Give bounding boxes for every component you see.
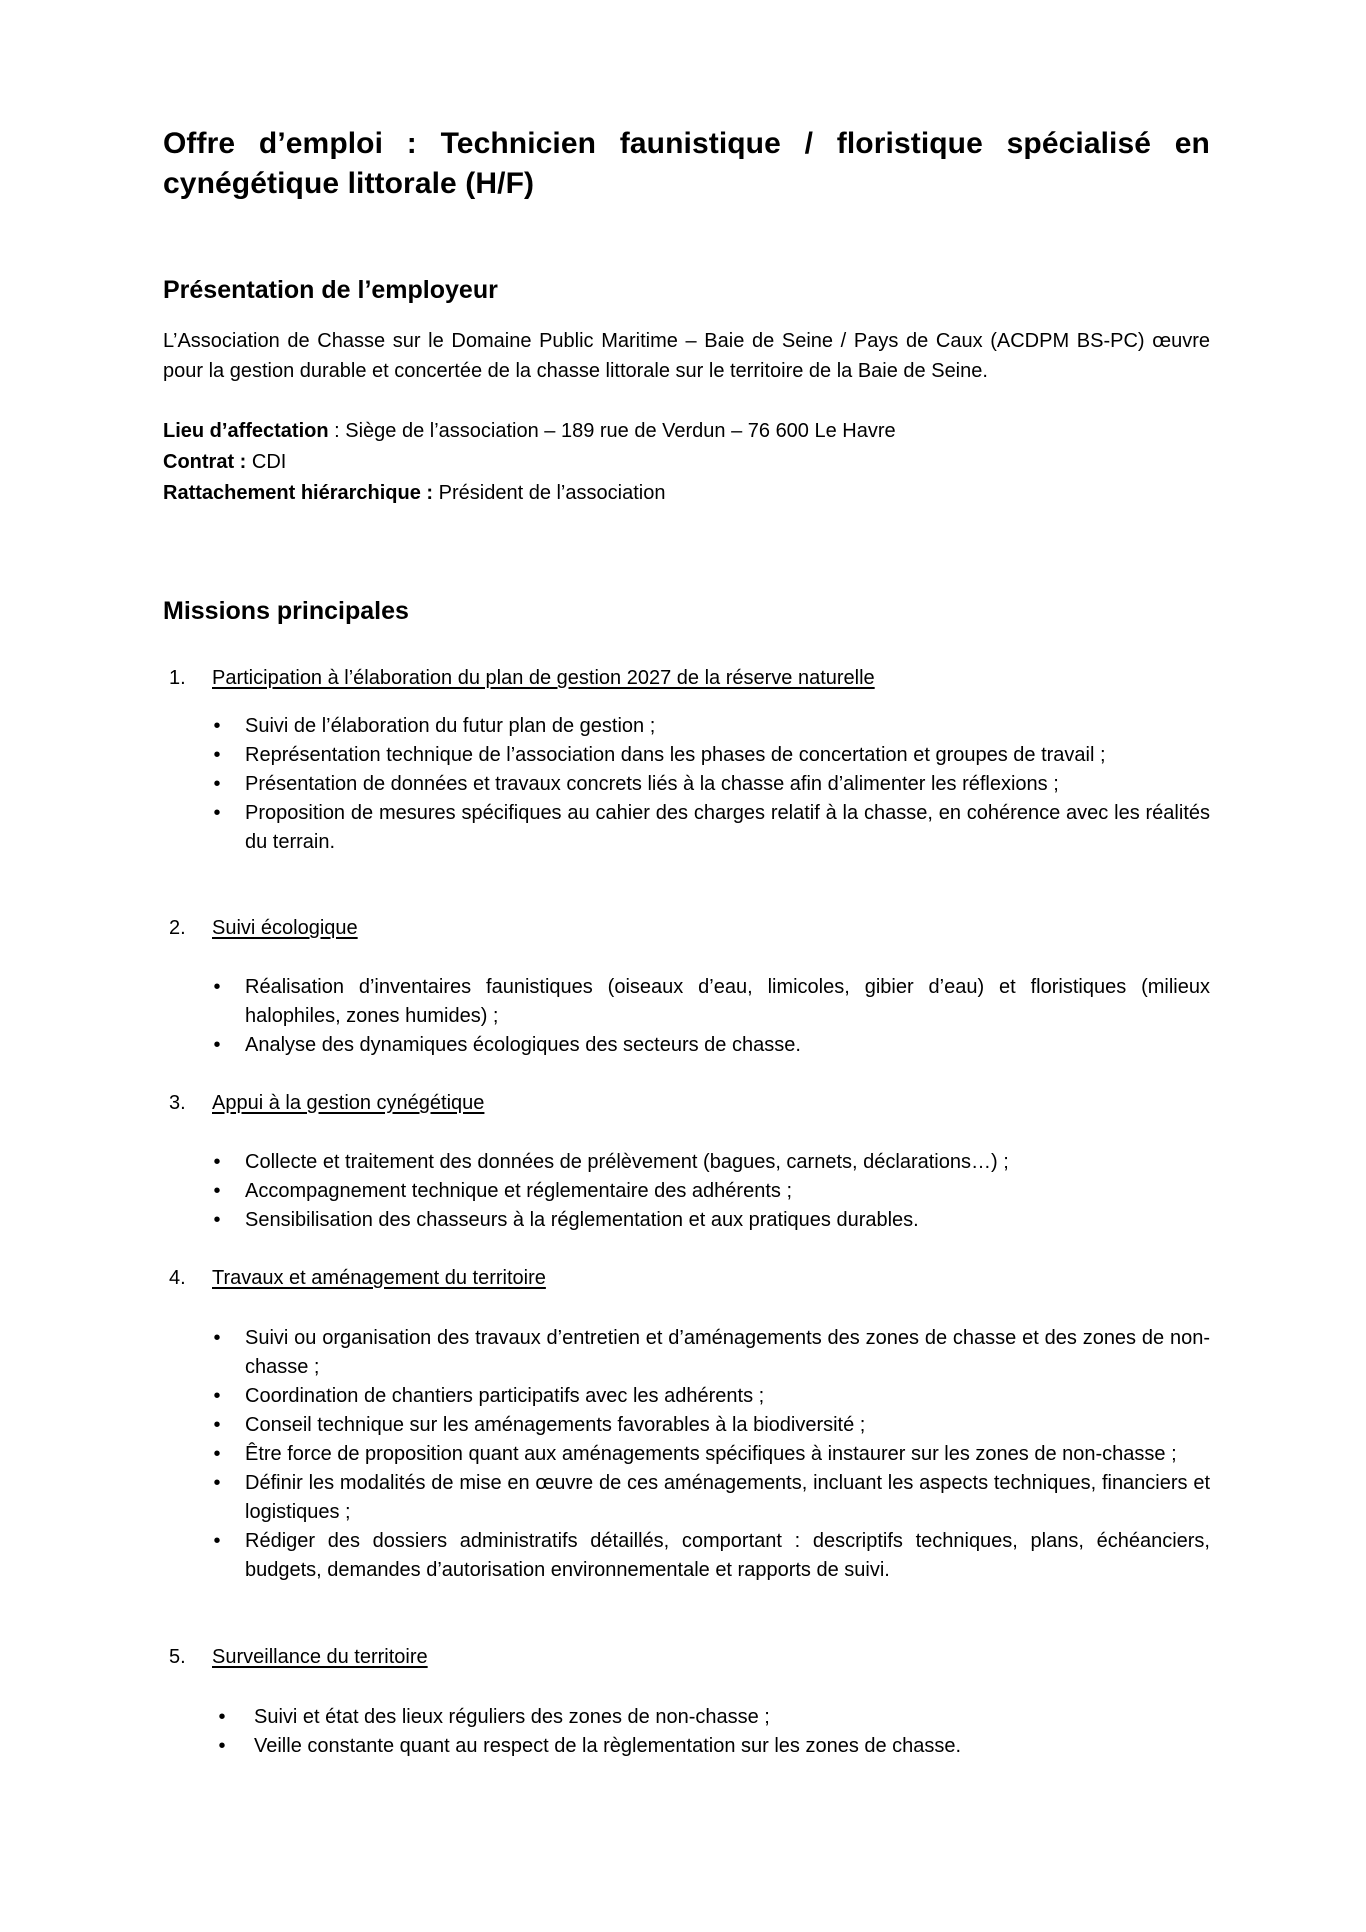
list-item — [163, 1469, 1210, 1527]
mission-4-label: Travaux et aménagement du territoire — [212, 1267, 546, 1289]
bullet-icon: • — [213, 1385, 221, 1407]
list-item-text: Être force de proposition quant aux aménagements spécifiques à instaurer sur les zones de non-chasse ; — [245, 1443, 1177, 1465]
mission-5-title — [169, 1643, 428, 1671]
list-item-text: Collecte et traitement des données de prélèvement (bagues, carnets, déclarations…) ; — [245, 1151, 1009, 1173]
list-item-text: Rédiger des dossiers administratifs détaillés, comportant : descriptifs techniques, plans, échéanciers, budgets, demandes d’autorisation environnementale et rapports de suivi. — [245, 1530, 1210, 1581]
mission-4-list — [163, 1324, 1210, 1585]
list-item-text: Réalisation d’inventaires faunistiques (oiseaux d’eau, limicoles, gibier d’eau) et floristiques (milieux halophiles, zones humides) ; — [245, 976, 1210, 1027]
bullet-icon: • — [213, 744, 221, 766]
list-item-text: Suivi de l’élaboration du futur plan de gestion ; — [245, 715, 656, 737]
list-item — [163, 1177, 1210, 1206]
employer-description: L’Association de Chasse sur le Domaine Public Maritime – Baie de Seine / Pays de Caux (ACDPM BS-PC) œuvre pour la gestion durable et concertée de la chasse littorale sur le territoire de la Baie de Seine. — [163, 330, 1210, 382]
list-item-text: Représentation technique de l’association dans les phases de concertation et groupes de travail ; — [245, 744, 1106, 766]
mission-3-title — [169, 1089, 484, 1117]
list-item-text: Conseil technique sur les aménagements favorables à la biodiversité ; — [245, 1414, 866, 1436]
detail-location-label: Lieu d’affectation — [163, 420, 329, 442]
mission-2-number: 2. — [169, 917, 186, 939]
bullet-icon: • — [213, 773, 221, 795]
detail-contract — [163, 447, 286, 477]
list-item-text: Analyse des dynamiques écologiques des secteurs de chasse. — [245, 1034, 801, 1056]
list-item — [163, 1703, 1210, 1732]
list-item-text: Accompagnement technique et réglementaire des adhérents ; — [245, 1180, 793, 1202]
bullet-icon: • — [218, 1735, 226, 1757]
bullet-icon: • — [213, 715, 221, 737]
list-item — [163, 1382, 1210, 1411]
detail-reporting-line — [163, 478, 665, 508]
mission-3-label: Appui à la gestion cynégétique — [212, 1092, 485, 1114]
list-item-text: Suivi ou organisation des travaux d’entretien et d’aménagements des zones de chasse et des zones de non-chasse ; — [245, 1327, 1210, 1378]
list-item — [163, 1206, 1210, 1235]
list-item-text: Coordination de chantiers participatifs avec les adhérents ; — [245, 1385, 765, 1407]
mission-5-list — [163, 1703, 1210, 1761]
list-item — [163, 1148, 1210, 1177]
employer-section-heading: Présentation de l’employeur — [163, 276, 498, 304]
missions-section-heading: Missions principales — [163, 597, 409, 625]
bullet-icon: • — [213, 1530, 221, 1552]
mission-4-title — [169, 1264, 546, 1292]
bullet-icon: • — [213, 802, 221, 824]
mission-1-label: Participation à l’élaboration du plan de gestion 2027 de la réserve naturelle — [212, 667, 875, 689]
detail-location — [163, 416, 896, 446]
list-item — [163, 1732, 1210, 1761]
list-item-text: Sensibilisation des chasseurs à la réglementation et aux pratiques durables. — [245, 1209, 919, 1231]
mission-5-number: 5. — [169, 1646, 186, 1668]
list-item-text: Proposition de mesures spécifiques au cahier des charges relatif à la chasse, en cohérence avec les réalités du terrain. — [245, 802, 1210, 853]
list-item-text: Suivi et état des lieux réguliers des zones de non-chasse ; — [254, 1706, 770, 1728]
list-item — [163, 1440, 1210, 1469]
detail-location-separator: : — [328, 420, 346, 442]
list-item — [163, 1527, 1210, 1585]
detail-contract-value: CDI — [251, 451, 287, 473]
mission-2-title — [169, 914, 358, 942]
bullet-icon: • — [213, 1443, 221, 1465]
mission-3-list — [163, 1148, 1210, 1235]
bullet-icon: • — [213, 1414, 221, 1436]
bullet-icon: • — [218, 1706, 226, 1728]
mission-5-label: Surveillance du territoire — [212, 1646, 428, 1668]
list-item — [163, 973, 1210, 1031]
mission-1-list — [163, 712, 1210, 857]
bullet-icon: • — [213, 1209, 221, 1231]
list-item-text: Veille constante quant au respect de la règlementation sur les zones de chasse. — [254, 1735, 962, 1757]
mission-1-title — [169, 664, 875, 692]
list-item-text: Définir les modalités de mise en œuvre de ces aménagements, incluant les aspects techniques, financiers et logistiques ; — [245, 1472, 1210, 1523]
list-item-text: Présentation de données et travaux concrets liés à la chasse afin d’alimenter les réflexions ; — [245, 773, 1059, 795]
bullet-icon: • — [213, 1472, 221, 1494]
mission-2-list — [163, 973, 1210, 1060]
detail-reporting-line-label: Rattachement hiérarchique : — [163, 482, 434, 504]
list-item — [163, 770, 1210, 799]
bullet-icon: • — [213, 976, 221, 998]
list-item — [163, 741, 1210, 770]
mission-4-number: 4. — [169, 1267, 186, 1289]
detail-contract-label: Contrat : — [163, 451, 247, 473]
mission-2-label: Suivi écologique — [212, 917, 358, 939]
detail-location-value: Siège de l’association – 189 rue de Verdun – 76 600 Le Havre — [345, 420, 896, 442]
mission-3-number: 3. — [169, 1092, 186, 1114]
list-item — [163, 1324, 1210, 1382]
bullet-icon: • — [213, 1034, 221, 1056]
mission-1-number: 1. — [169, 667, 186, 689]
list-item — [163, 799, 1210, 857]
bullet-icon: • — [213, 1151, 221, 1173]
list-item — [163, 1031, 1210, 1060]
list-item — [163, 1411, 1210, 1440]
bullet-icon: • — [213, 1327, 221, 1349]
job-offer-title: Offre d’emploi : Technicien faunistique / floristique spécialisé en cynégétique littorale (H/F) — [163, 127, 1210, 200]
detail-reporting-line-value: Président de l’association — [438, 482, 666, 504]
list-item — [163, 712, 1210, 741]
bullet-icon: • — [213, 1180, 221, 1202]
